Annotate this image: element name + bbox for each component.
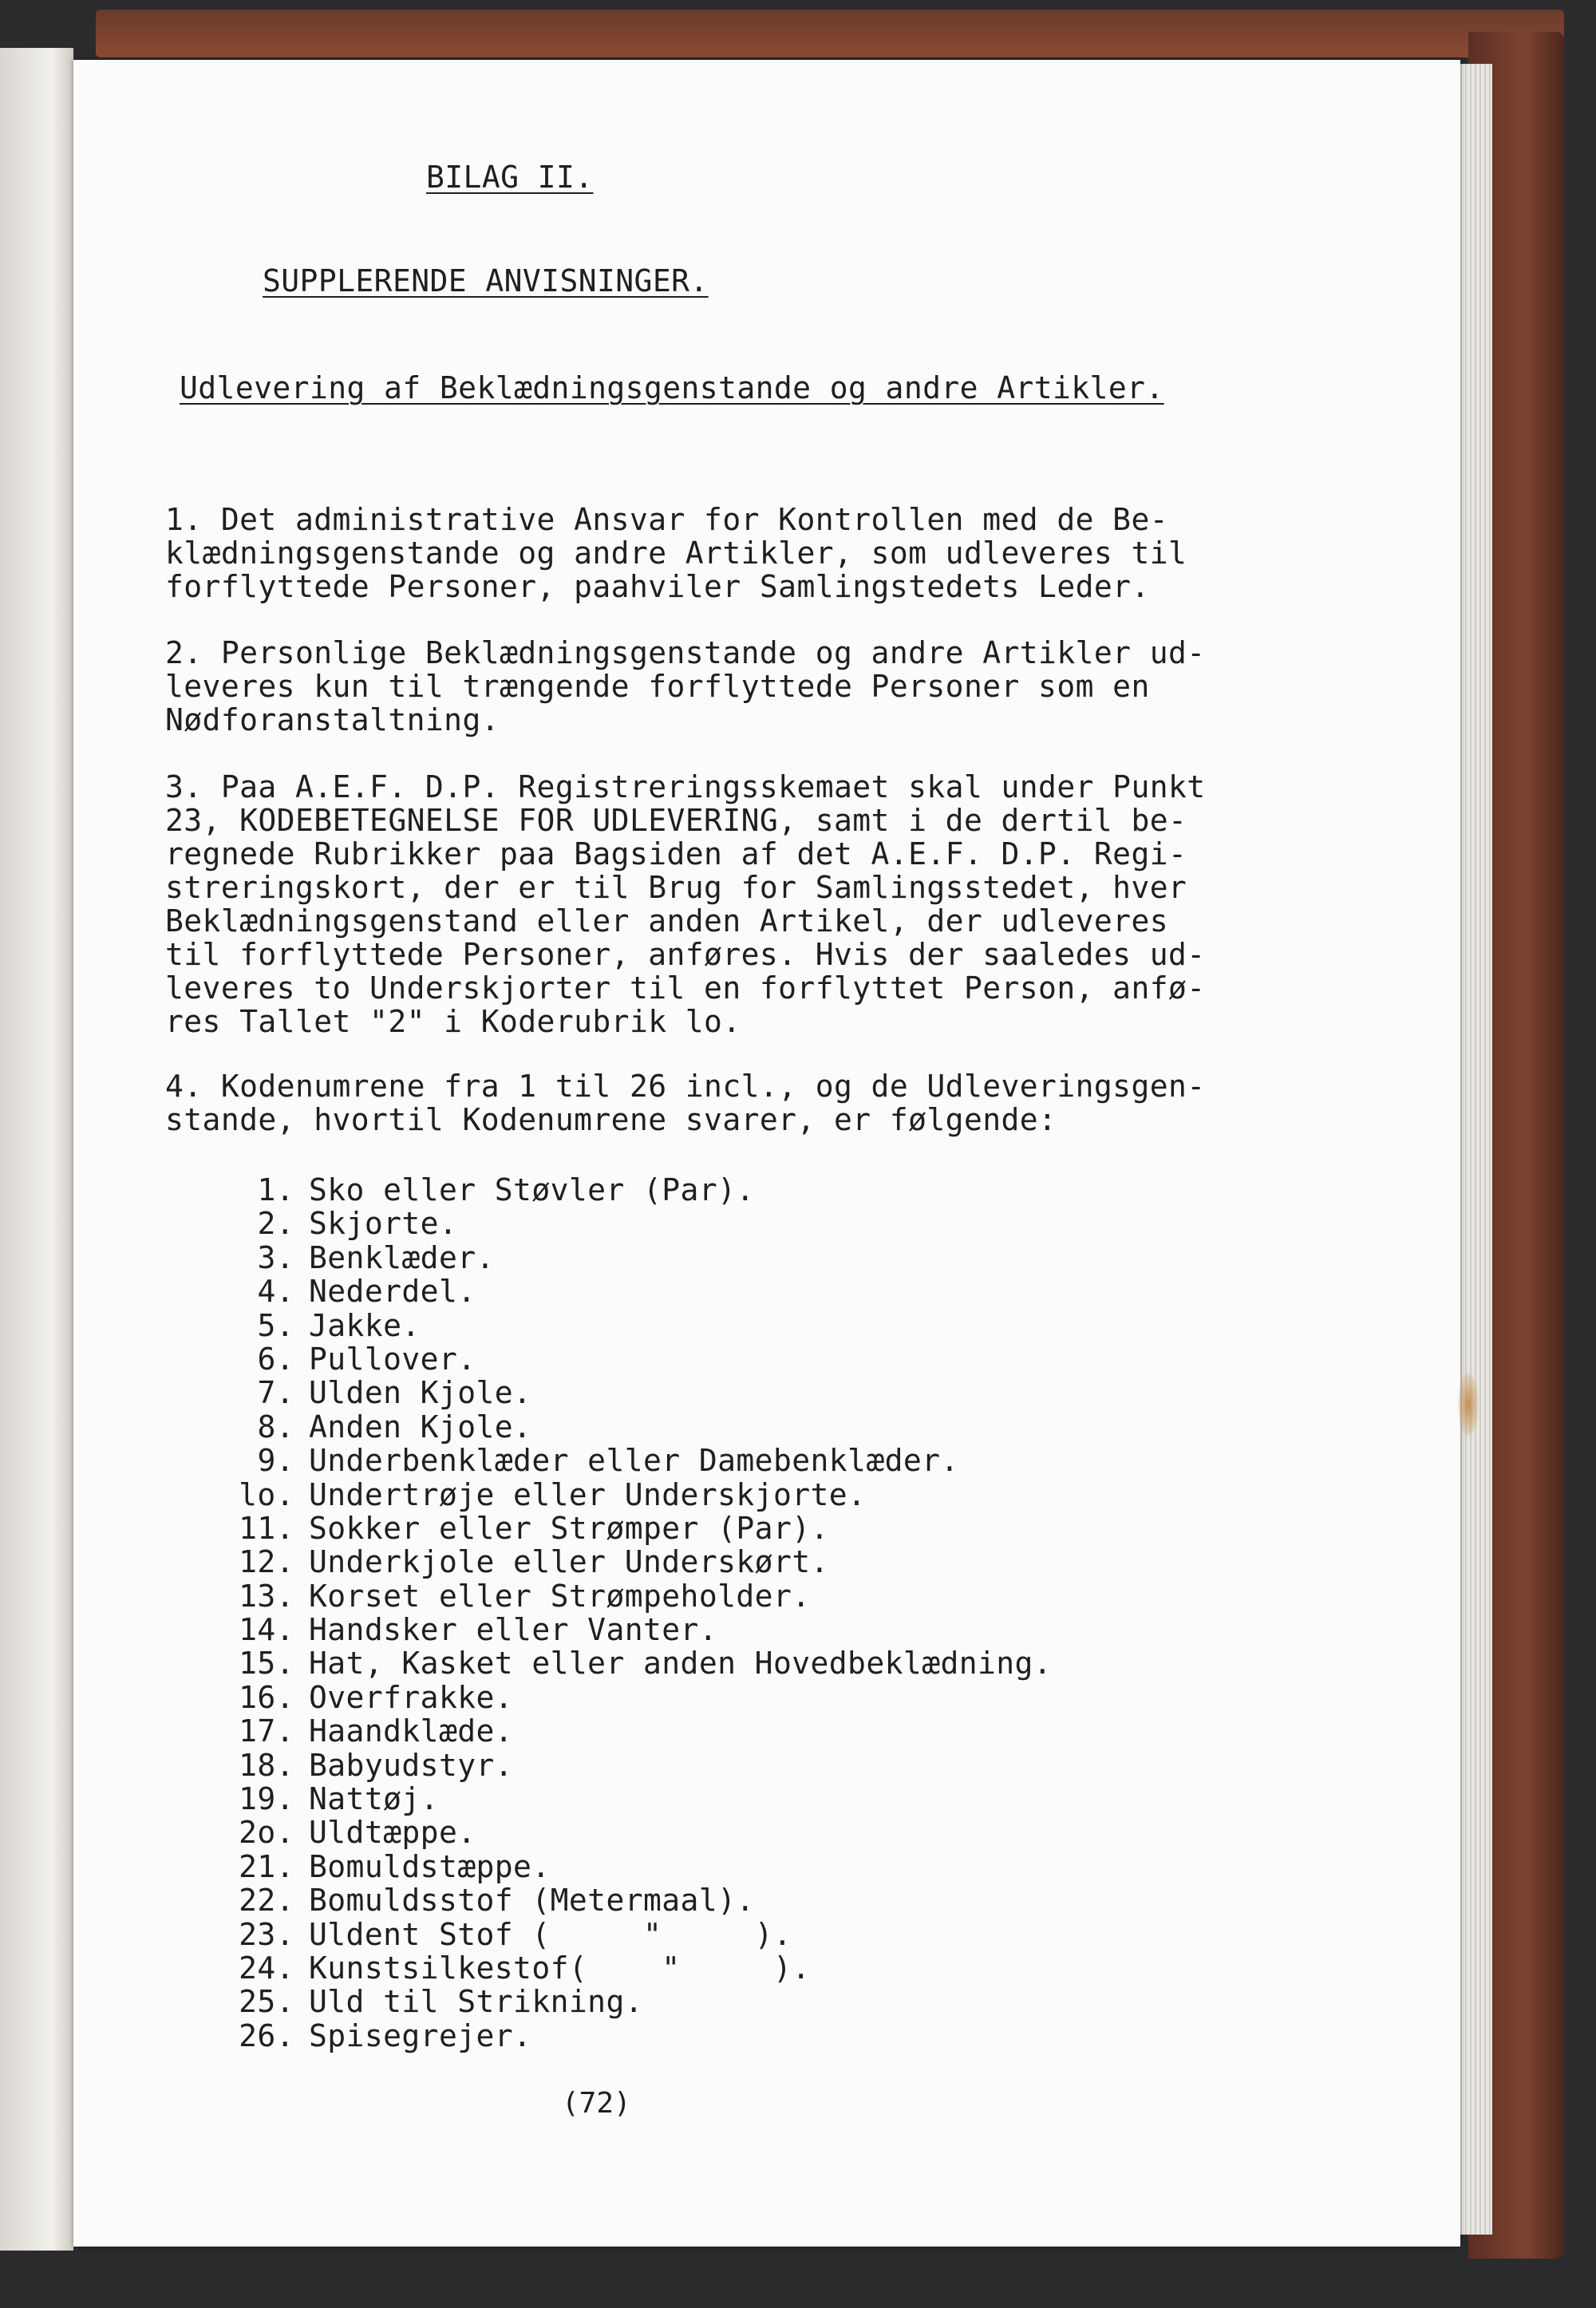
paragraph-4 [165, 1069, 1206, 1136]
paragraph-line: streringskort, der er til Brug for Samlingsstedet, hver [165, 870, 1187, 905]
paragraph-line: regnede Rubrikker paa Bagsiden af det A.E.F. D.P. Regi- [165, 836, 1187, 871]
list-item-text: Bomuldstæppe. [309, 1848, 551, 1884]
list-item-number: 25. [239, 1984, 294, 2020]
list-item [229, 1714, 1052, 1748]
list-item [229, 2019, 1052, 2053]
list-item [229, 1646, 1052, 1680]
list-item [229, 1816, 1052, 1849]
list-item-text: Uldent Stof ( " ). [309, 1916, 792, 1952]
list-item-text: Pullover. [309, 1341, 476, 1377]
list-item-number: 24. [239, 1950, 294, 1986]
list-item [229, 1850, 1052, 1883]
list-item-text: Underkjole eller Underskørt. [309, 1544, 829, 1580]
list-item-text: Sokker eller Strømper (Par). [309, 1510, 829, 1546]
paragraph-line: Nødforanstaltning. [165, 702, 500, 737]
list-item-text: Korset eller Strømpeholder. [309, 1578, 811, 1614]
list-item [229, 1410, 1052, 1444]
list-item-text: Haandklæde. [309, 1713, 514, 1749]
list-item-number: 21. [239, 1848, 294, 1884]
list-item-text: Nederdel. [309, 1274, 476, 1310]
list-item [229, 1444, 1052, 1477]
code-list [229, 1173, 1052, 2053]
list-item-number: 2o. [239, 1815, 294, 1851]
list-item [229, 1173, 1052, 1207]
paper-stain [1458, 1373, 1479, 1437]
list-item [229, 1376, 1052, 1409]
list-item-text: Underbenklæder eller Damebenklæder. [309, 1443, 959, 1479]
list-item-number: 12. [239, 1544, 294, 1580]
list-item [229, 1749, 1052, 1782]
list-item-number: 7. [257, 1375, 294, 1411]
paragraph-line: til forflyttede Personer, anføres. Hvis der saaledes ud- [165, 937, 1206, 972]
paragraph-line: forflyttede Personer, paahviler Samlingstedets Leder. [165, 569, 1150, 604]
list-item-number: 6. [257, 1341, 294, 1377]
paragraph-2 [165, 636, 1206, 737]
list-item [229, 1883, 1052, 1917]
list-item-text: Bomuldsstof (Metermaal). [309, 1883, 755, 1919]
list-item-text: Spisegrejer. [309, 2018, 532, 2053]
list-item-number: 15. [239, 1646, 294, 1682]
list-item-number: 19. [239, 1781, 294, 1817]
book-cover-top [96, 10, 1564, 57]
list-item-text: Uld til Strikning. [309, 1984, 644, 2020]
list-item [229, 1918, 1052, 1951]
left-page-edge [0, 48, 73, 2251]
paragraph-3 [165, 770, 1206, 1038]
list-item-text: Undertrøje eller Underskjorte. [309, 1476, 867, 1512]
list-item-number: 5. [257, 1307, 294, 1343]
page-number: (72) [562, 2087, 631, 2120]
list-item [229, 1613, 1052, 1646]
list-item-number: 3. [257, 1239, 294, 1275]
list-item-text: Anden Kjole. [309, 1409, 532, 1444]
list-item [229, 1275, 1052, 1308]
paragraph-line: klædningsgenstande og andre Artikler, som udleveres til [165, 536, 1187, 571]
list-item-number: 4. [257, 1274, 294, 1310]
list-item [229, 1545, 1052, 1579]
list-item [229, 1951, 1052, 1985]
list-item [229, 1512, 1052, 1545]
list-item-text: Nattøj. [309, 1781, 439, 1817]
list-item [229, 1681, 1052, 1714]
list-item-number: 26. [239, 2018, 294, 2053]
list-item-number: 8. [257, 1409, 294, 1444]
section-heading: Udlevering af Beklædningsgenstande og andre Artikler. [180, 370, 1164, 405]
list-item-number: 13. [239, 1578, 294, 1614]
paragraph-line: Beklædningsgenstand eller anden Artikel, der udleveres [165, 903, 1169, 939]
list-item [229, 1207, 1052, 1240]
list-item [229, 1342, 1052, 1376]
paragraph-line: 3. Paa A.E.F. D.P. Registreringsskemaet skal under Punkt [165, 769, 1206, 804]
paragraph-line: res Tallet "2" i Koderubrik lo. [165, 1004, 741, 1039]
list-item-text: Ulden Kjole. [309, 1375, 532, 1411]
paragraph-line: 2. Personlige Beklædningsgenstande og andre Artikler ud- [165, 635, 1206, 670]
list-item-text: Benklæder. [309, 1239, 495, 1275]
list-item-text: Overfrakke. [309, 1679, 514, 1715]
list-item-number: 17. [239, 1713, 294, 1749]
document-title: BILAG II. [426, 160, 594, 195]
list-item-text: Handsker eller Vanter. [309, 1612, 718, 1648]
list-item [229, 1241, 1052, 1275]
list-item-text: Kunstsilkestof( " ). [309, 1950, 811, 1986]
paragraph-line: leveres kun til trængende forflyttede Personer som en [165, 669, 1150, 704]
document-subtitle: SUPPLERENDE ANVISNINGER. [263, 263, 709, 298]
document-page [73, 60, 1460, 2247]
list-item-number: 1. [257, 1172, 294, 1207]
list-item [229, 1985, 1052, 2018]
paragraph-line: 1. Det administrative Ansvar for Kontrollen med de Be- [165, 502, 1169, 537]
list-item [229, 1478, 1052, 1512]
paragraph-line: leveres to Underskjorter til en forflyttet Person, anfø- [165, 970, 1206, 1006]
list-item-text: Jakke. [309, 1307, 421, 1343]
list-item [229, 1579, 1052, 1613]
list-item-number: lo. [239, 1476, 294, 1512]
list-item-number: 9. [257, 1443, 294, 1479]
paragraph-line: 4. Kodenumrene fra 1 til 26 incl., og de Udleveringsgen- [165, 1069, 1206, 1104]
list-item-number: 14. [239, 1612, 294, 1648]
list-item-text: Uldtæppe. [309, 1815, 476, 1851]
paragraph-line: 23, KODEBETEGNELSE FOR UDLEVERING, samt i de dertil be- [165, 803, 1187, 838]
list-item-text: Hat, Kasket eller anden Hovedbeklædning. [309, 1646, 1053, 1682]
list-item [229, 1782, 1052, 1816]
paragraph-1 [165, 503, 1187, 603]
list-item-number: 11. [239, 1510, 294, 1546]
list-item [229, 1309, 1052, 1342]
list-item-number: 18. [239, 1747, 294, 1783]
list-item-text: Sko eller Støvler (Par). [309, 1172, 755, 1207]
list-item-text: Skjorte. [309, 1206, 458, 1242]
paragraph-line: stande, hvortil Kodenumrene svarer, er følgende: [165, 1102, 1057, 1137]
list-item-number: 2. [257, 1206, 294, 1242]
list-item-number: 23. [239, 1916, 294, 1952]
list-item-number: 16. [239, 1679, 294, 1715]
list-item-text: Babyudstyr. [309, 1747, 514, 1783]
list-item-number: 22. [239, 1883, 294, 1919]
